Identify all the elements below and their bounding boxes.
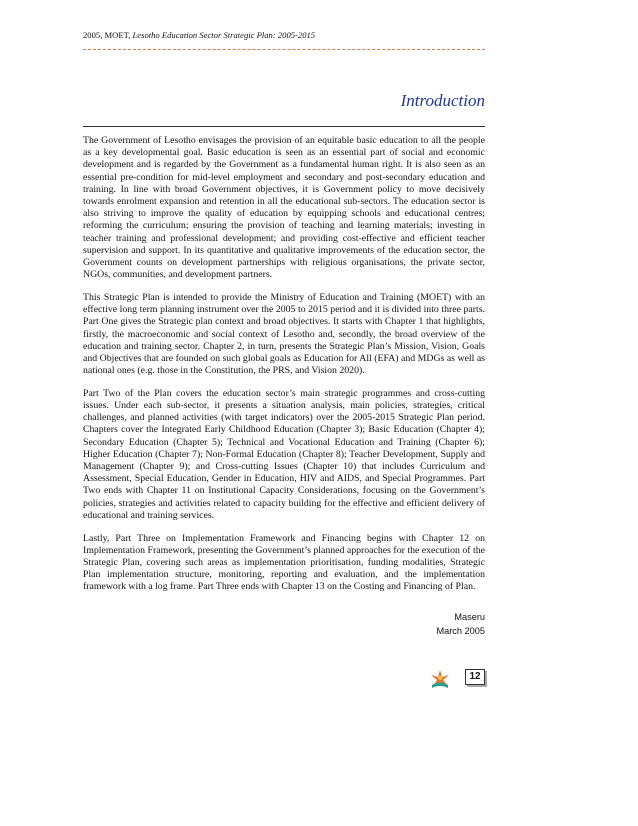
section-title: Introduction — [400, 91, 485, 110]
body-text — [83, 135, 485, 604]
signoff-date: March 2005 — [436, 625, 485, 636]
running-header — [83, 30, 315, 40]
paragraph: This Strategic Plan is intended to provide the Ministry of Education and Training (MOET) with an effective long term planning instrument over the 2005 to 2015 period and it is divided into three parts. Part One gives the Strategic plan context and broad objectives. It starts with Chapter 1 that highlights, firstly, the macroeconomic and social context of Lesotho and, secondly, the broad overview of the education and training sector. Chapter 2, in turn, presents the Strategic Plan’s Mission, Vision, Goals and Objectives that are founded on such global goals as Education for All (EFA) and MDGs as well as national ones (e.g. those in the Constitution, the PRS, and Vision 2020). — [83, 291, 485, 377]
header-divider — [83, 49, 485, 50]
page-number: 12 — [465, 669, 485, 685]
title-divider — [83, 126, 485, 127]
running-header-prefix: 2005, MOET, — [83, 30, 133, 40]
running-header-title: Lesotho Education Sector Strategic Plan: 2005-2015 — [132, 30, 316, 40]
paragraph: Lastly, Part Three on Implementation Framework and Financing begins with Chapter 12 on Implementation Framework, presenting the Government’s planned approaches for the execution of the Strategic Plan, covering such areas as implementation prioritisation, funding modalities, Strategic Plan implementation structure, monitoring, reporting and evaluation, and the implementation framework with a log frame. Part Three ends with Chapter 13 on the Costing and Financing of Plan. — [83, 532, 485, 593]
ministry-emblem-icon — [428, 668, 452, 690]
paragraph: The Government of Lesotho envisages the provision of an equitable basic education to all the people as a key developmental goal. Basic education is seen as an essential part of social and economic development and is regarded by the Government as a fundamental human right. It is also seen as an essential pre-condition for mid-level employment and secondary and post-secondary education and training. In line with broad Government objectives, it is Government policy to move decisively towards enrolment expansion and retention in all the educational sub-sectors. The education sector is also striving to improve the quality of education by equipping schools and educational centres; reforming the curriculum; ensuring the provision of teaching and learning materials; investing in teacher training and professional development; and providing cost-effective and efficient teacher supervision and support. In its quantitative and qualitative improvements of the education sector, the Government counts on development partnerships with religious organisations, the private sector, NGOs, communities, and development partners. — [83, 135, 485, 281]
paragraph: Part Two of the Plan covers the education sector’s main strategic programmes and cross-cutting issues. Under each sub-sector, it presents a situation analysis, main policies, strategies, critical challenges, and planned activities (with target indicators) over the 2005-2015 Strategic Plan period. Chapters cover the Integrated Early Childhood Education (Chapter 3); Basic Education (Chapter 4); Secondary Education (Chapter 5); Technical and Vocational Education and Training (Chapter 6); Higher Education (Chapter 7); Non-Formal Education (Chapter 8); Teacher Development, Supply and Management (Chapter 9); and Cross-cutting Issues (Chapter 10) that includes Curriculum and Assessment, Special Education, Gender in Education, HIV and AIDS, and Special Programmes. Part Two ends with Chapter 11 on Institutional Capacity Considerations, focusing on the Government’s policies, strategies and activities related to capacity building for the effective and efficient delivery of educational and training services. — [83, 387, 485, 521]
signoff-place: Maseru — [454, 612, 485, 622]
signoff — [436, 611, 485, 638]
